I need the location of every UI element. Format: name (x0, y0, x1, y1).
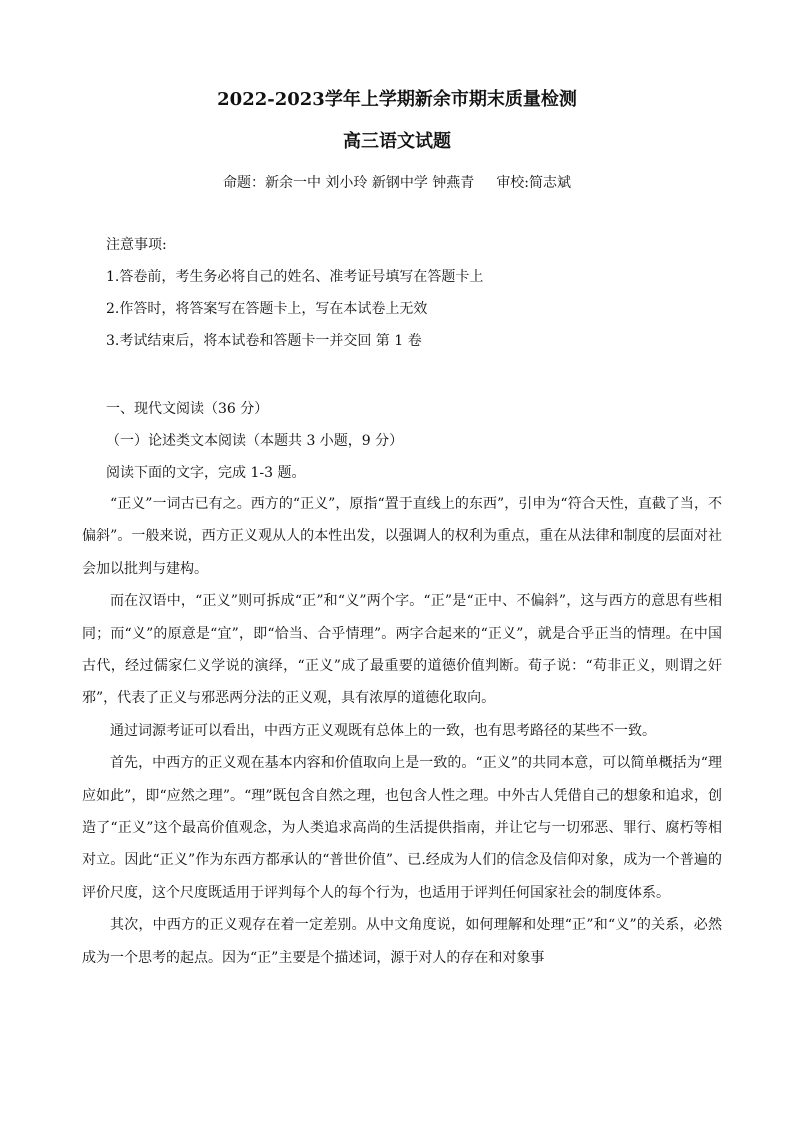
notes-heading: 注意事项: (106, 237, 167, 253)
note-item: 3.考试结束后，将本试卷和答题卡一并交回 第 1 卷 (106, 333, 422, 349)
passage-paragraph: 通过词源考证可以看出，中西方正义观既有总体上的一致，也有思考路径的某些不一致。 (110, 722, 656, 739)
authors-line (0, 173, 794, 193)
passage-paragraph: “正义”一词古已有之。西方的“正义”，原指“置于直线上的东西”，引申为“符合天性，直截了当，不偏斜”。一般来说，西方正义观从人的本性出发，以强调人的权利为重点，重在从法律和制度的层面对社会加以批判与建构。 (82, 496, 722, 577)
passage-paragraph: 其次，中西方的正义观存在着一定差别。从中文角度说，如何理解和处理“正”和“义”的关系，必然成为一个思考的起点。因为“正”主要是个描述词，源于对人的存在和对象事 (82, 917, 722, 966)
setters-text: 命题：新余一中 刘小玲 新钢中学 钟燕青 (222, 175, 475, 191)
passage-paragraph: 首先，中西方的正义观在基本内容和价值取向上是一致的。“正义”的共同本意，可以简单概括为“理应如此”，即“应然之理”。“理”既包含自然之理，也包含人性之理。中外古人凭借自己的想象和追求，创造了“正义”这个最高价值观念，为人类追求高尚的生活提供指南，并让它与一切邪恶、罪行、腐朽等相对立。因此“正义”作为东西方都承认的“普世价值”、已.经成为人们的信念及信仰对象，成为一个普遍的评价尺度，这个尺度既适用于评判每个人的每个行为，也适用于评判任何国家社会的制度体系。 (82, 755, 722, 901)
section-subheading: （一）论述类文本阅读（本题共 3 小题，9 分） (106, 433, 404, 449)
exam-subtitle: 高三语文试题 (343, 131, 451, 152)
exam-title: 2022-2023学年上学期新余市期末质量检测 (217, 89, 577, 110)
passage-paragraph: 而在汉语中，“正义”则可拆成“正”和“义”两个字。“正”是“正中、不偏斜”，这与西方的意思有些相同；而“义”的原意是“宜”，即“恰当、合乎情理”。两字合起来的“正义”，就是合乎正当的情理。在中国古代，经过儒家仁义学说的演绎，“正义”成了最重要的道德价值判断。荀子说：“苟非正义，则谓之奸邪”，代表了正义与邪恶两分法的正义观，具有浓厚的道德化取向。 (82, 593, 722, 707)
reviewer-text: 审校:简志斌 (496, 175, 572, 191)
reading-passage (82, 488, 722, 974)
reading-instruction: 阅读下面的文字，完成 1-3 题。 (106, 465, 306, 481)
note-item: 1.答卷前，考生务必将自己的姓名、准考证号填写在答题卡上 (106, 269, 484, 285)
section-heading: 一、现代文阅读（36 分） (106, 401, 269, 417)
note-item: 2.作答时，将答案写在答题卡上，写在本试卷上无效 (106, 301, 428, 317)
